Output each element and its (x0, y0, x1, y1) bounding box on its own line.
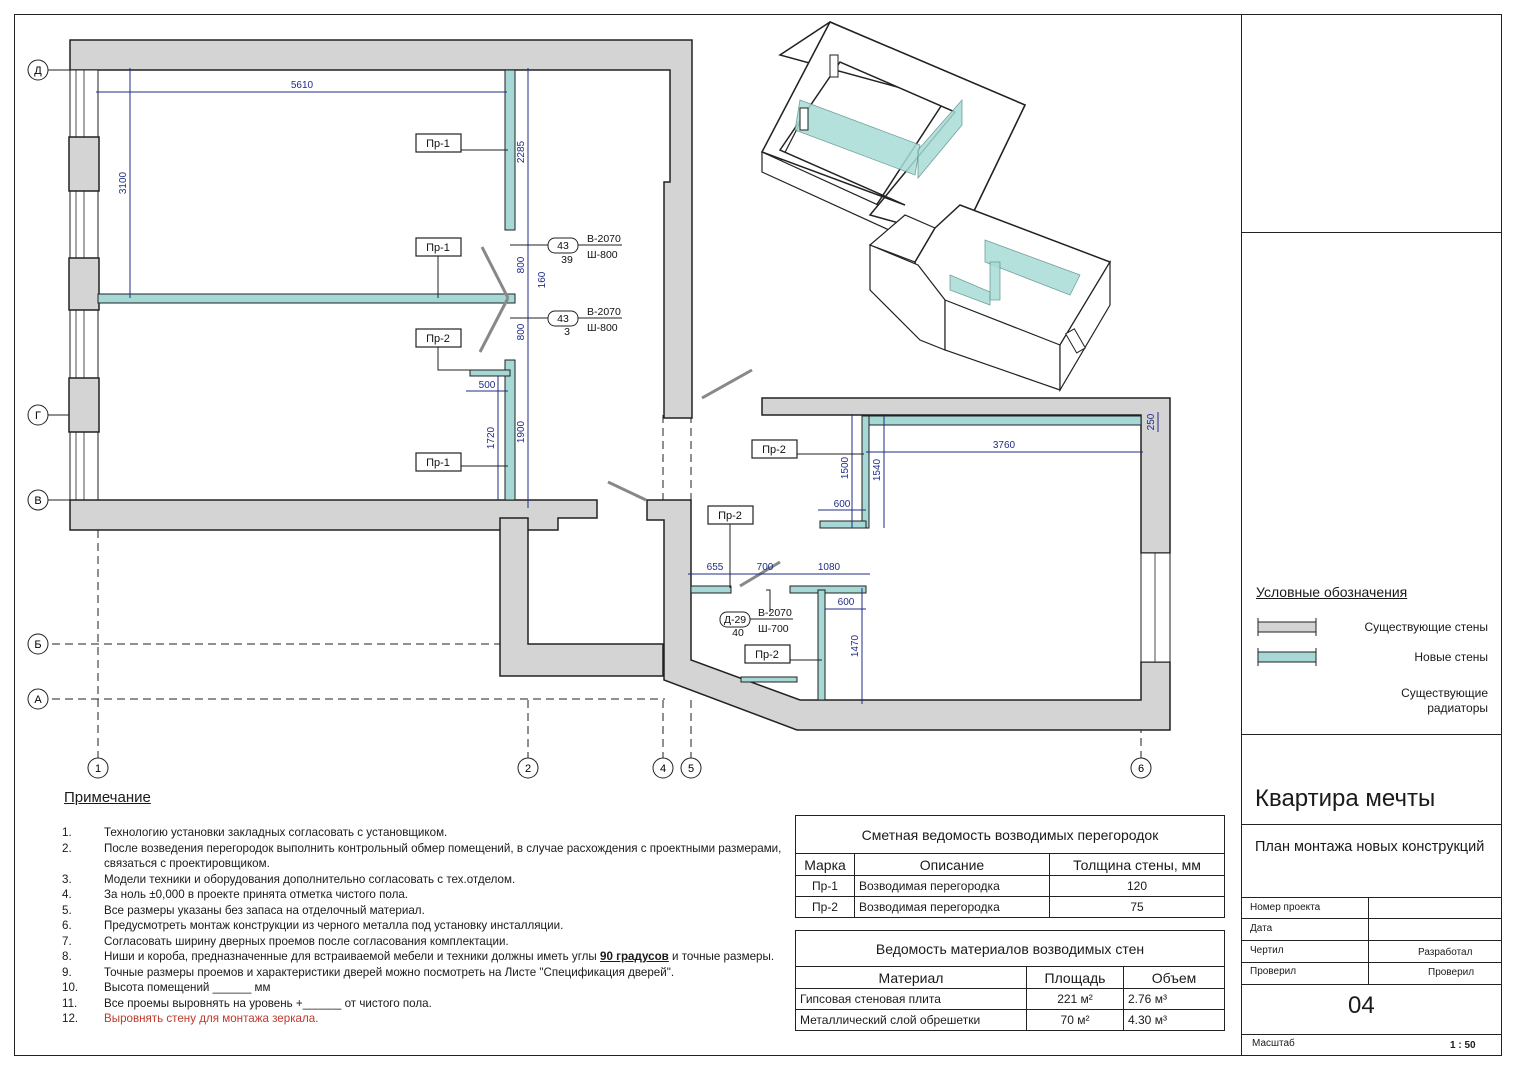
partition-tag: Пр-1 (426, 242, 450, 254)
dim-label: 3760 (992, 440, 1016, 451)
dim-label: 3100 (118, 171, 129, 195)
dim-label: 600 (833, 499, 851, 510)
dim-label: 1540 (872, 458, 883, 482)
notes-title: Примечание (64, 789, 151, 806)
table-row: Пр-1 Возводимая перегородка 120 (796, 876, 1225, 897)
door-height: В-2070 (587, 306, 621, 318)
isometric-view (762, 22, 1110, 390)
dim-label: 655 (706, 562, 724, 573)
table-header: Описание (855, 854, 1050, 876)
axis-label: Д (34, 65, 42, 77)
table-header: Толщина стены, мм (1050, 854, 1225, 876)
table-row: Гипсовая стеновая плита 221 м² 2.76 м³ (796, 989, 1225, 1010)
partition-tag: Пр-2 (718, 510, 742, 522)
dim-label: 1720 (486, 426, 497, 450)
door-width: Ш-800 (587, 322, 618, 334)
new-wall-swatch (1258, 652, 1316, 662)
project-title: Квартира мечты (1255, 785, 1436, 812)
table-row: Пр-2 Возводимая перегородка 75 (796, 897, 1225, 918)
axis-label: Б (34, 639, 42, 651)
tb-scale-value: 1 : 50 (1450, 1040, 1476, 1051)
dim-label: 600 (837, 597, 855, 608)
dim-label: 1500 (840, 456, 851, 480)
note-item: 1. Технологию установки закладных согласовать с установщиком. (62, 826, 448, 839)
dim-label: 1470 (850, 634, 861, 658)
note-item: 5. Все размеры указаны без запаса на отделочный материал. (62, 903, 425, 917)
note-item: 2. После возведения перегородок выполнить контрольный обмер помещений, в случае расхождения с проектными размерами, связаться с проектировщиком. (62, 841, 782, 870)
table-header: Марка (796, 854, 855, 876)
axis-label: В (34, 495, 42, 507)
sheet-title: План монтажа новых конструкций (1255, 839, 1485, 855)
partition-tag: Пр-2 (426, 333, 450, 345)
dim-label: 1900 (516, 420, 527, 444)
tb-scale-label: Масштаб (1252, 1038, 1295, 1049)
tb-drew-label: Чертил (1250, 945, 1284, 956)
door-width: Ш-800 (587, 249, 618, 261)
axis-label: 4 (659, 763, 667, 775)
tb-developed-label: Разработал (1418, 947, 1473, 958)
partition-tag: Пр-1 (426, 457, 450, 469)
tb-checked-value: Проверил (1428, 967, 1475, 978)
note-item: 8. Ниши и короба, предназначенные для встраиваемой мебели и техники должны иметь углы 90 градусов и точные размеры. (62, 950, 775, 963)
table-row: Металлический слой обрешетки 70 м² 4.30 м³ (796, 1010, 1225, 1031)
note-item: 12. Выровнять стену для монтажа зеркала. (62, 1012, 319, 1025)
note-item: 3. Модели техники и оборудования дополнительно согласовать с тех.отделом. (62, 872, 516, 886)
axis-label: 2 (524, 763, 532, 775)
dim-label: 5610 (290, 80, 314, 91)
axis-label: 5 (687, 763, 695, 775)
tb-checked-label: Проверил (1250, 966, 1297, 977)
table-header: Материал (796, 967, 1027, 989)
title-block (1241, 14, 1502, 1056)
dim-label: 1080 (817, 562, 841, 573)
axis-label: А (34, 694, 42, 706)
dimension-lines (96, 68, 1158, 704)
table-title: Сметная ведомость возводимых перегородок (796, 816, 1225, 854)
table-header: Площадь (1027, 967, 1124, 989)
table-header: Объем (1124, 967, 1225, 989)
dim-label: 2285 (516, 140, 527, 164)
note-item: 11. Все проемы выровнять на уровень +______ от чистого пола. (62, 996, 432, 1010)
dim-label: 500 (478, 380, 496, 391)
note-item: 6. Предусмотреть монтаж конструкции из черного металла под установку инсталляции. (62, 919, 564, 932)
axis-label: Г (35, 410, 41, 422)
door-mark: Д-29 (723, 614, 747, 626)
door-height: В-2070 (758, 607, 792, 619)
note-item: 9. Точные размеры проемов и характеристики дверей можно посмотреть на Листе "Спецификация дверей". (62, 965, 675, 979)
axis-label: 1 (94, 763, 102, 775)
dim-label: 800 (516, 256, 527, 274)
door-width: Ш-700 (758, 623, 789, 635)
materials-table (795, 930, 1225, 1031)
door-mark-sub: 40 (732, 627, 744, 639)
dim-label: 160 (537, 271, 548, 289)
dim-label: 700 (756, 562, 774, 573)
partition-tag: Пр-2 (755, 649, 779, 661)
note-item: 4. За ноль ±0,000 в проекте принята отметка чистого пола. (62, 888, 409, 901)
partition-tag: Пр-2 (762, 444, 786, 456)
door-mark-sub: 39 (561, 254, 573, 266)
door-height: В-2070 (587, 233, 621, 245)
legend-title: Условные обозначения (1256, 584, 1408, 600)
partition-tag: Пр-1 (426, 138, 450, 150)
legend-swatches (1252, 618, 1322, 668)
note-item: 10. Высота помещений ______ мм (62, 981, 271, 994)
notes-list (62, 825, 782, 1027)
door-mark: 43 (557, 240, 569, 252)
axis-label: 6 (1137, 763, 1145, 775)
dim-label: 250 (1146, 413, 1157, 431)
legend-new: Новые стены (1414, 650, 1488, 664)
partitions-estimate-table (795, 815, 1225, 918)
note-item: 7. Согласовать ширину дверных проемов после согласования комплектации. (62, 934, 509, 948)
sheet-number: 04 (1348, 992, 1375, 1019)
legend-radiators: Существующие радиаторы (1401, 686, 1488, 715)
door-mark-sub: 3 (564, 326, 570, 338)
existing-wall-swatch (1258, 622, 1316, 632)
table-title: Ведомость материалов возводимых стен (796, 931, 1225, 967)
door-mark: 43 (557, 313, 569, 325)
legend-existing: Существующие стены (1364, 620, 1488, 634)
dim-label: 800 (516, 323, 527, 341)
tb-project-no-label: Номер проекта (1250, 902, 1321, 913)
tb-date-label: Дата (1250, 923, 1273, 934)
